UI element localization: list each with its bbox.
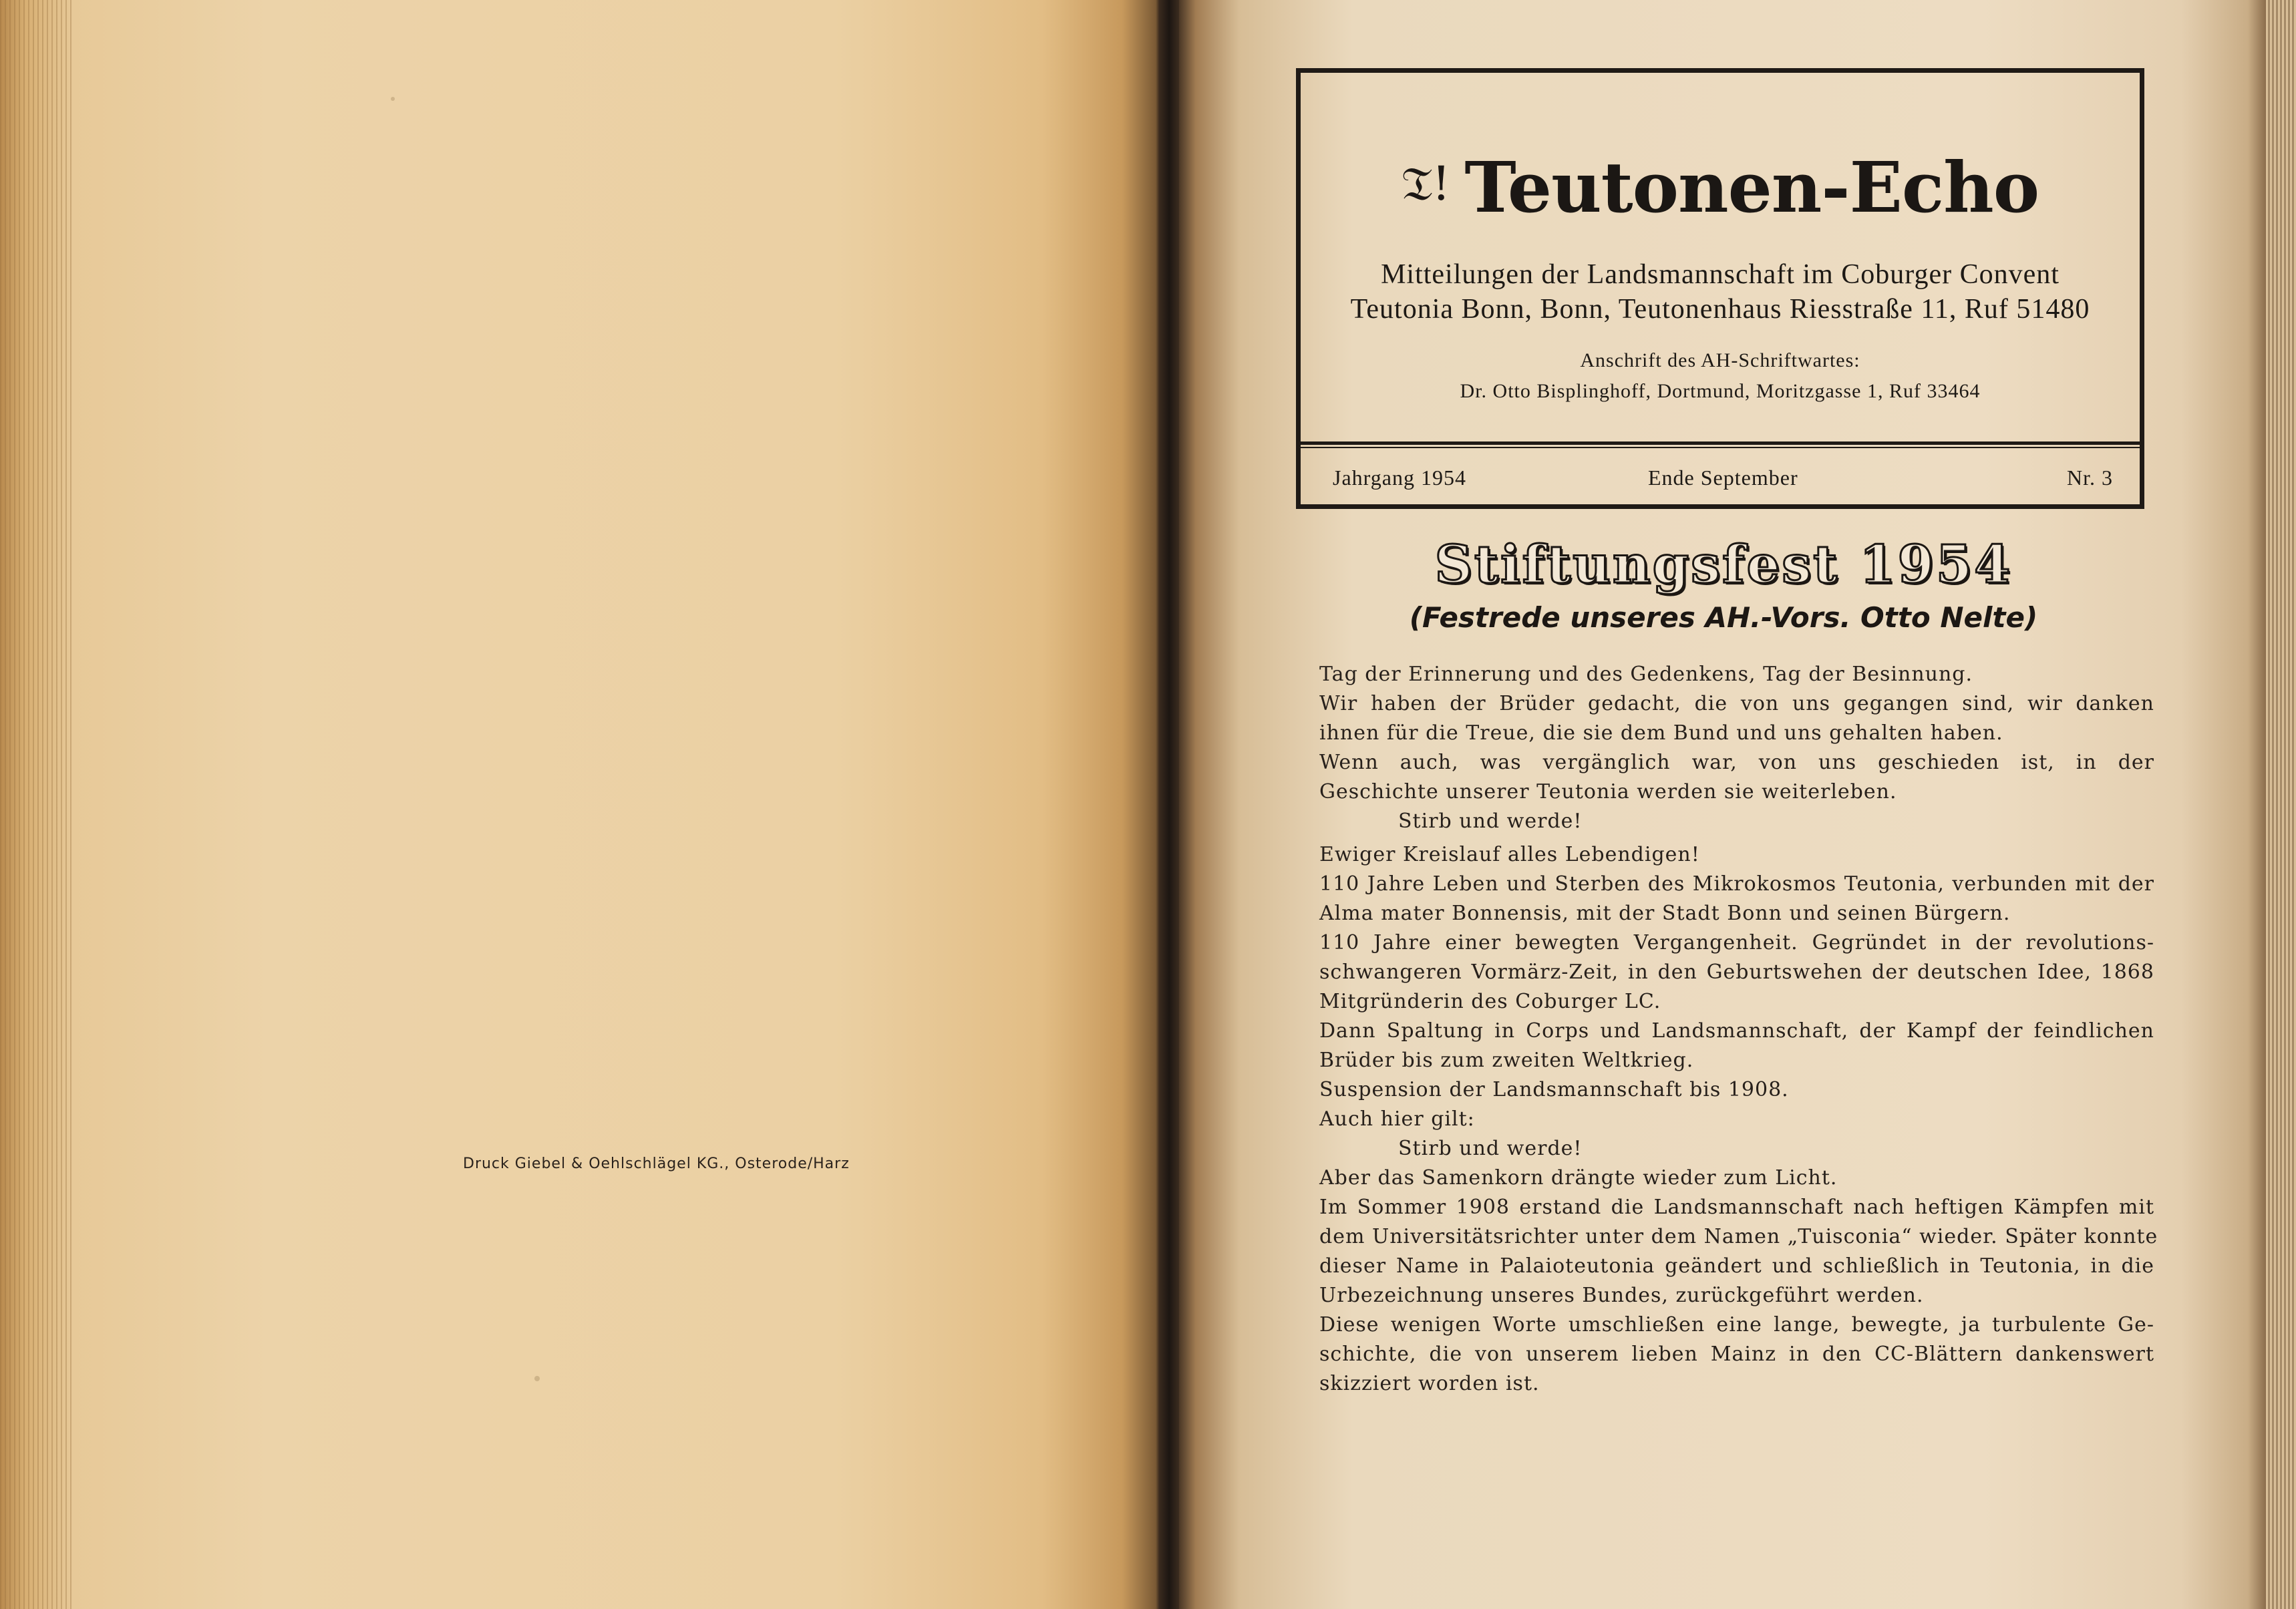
article-line: Im Sommer 1908 erstand die Landsmannschaft nach heftigen Kämpfen mit: [1319, 1196, 2154, 1219]
page-edges-right: [2266, 0, 2296, 1609]
article-line: Aber das Samenkorn drängte wieder zum Licht.: [1319, 1166, 1838, 1190]
printer-imprint: Druck Giebel & Oehlschlägel KG., Osterode/Harz: [463, 1155, 850, 1172]
masthead-box: [1296, 68, 2144, 509]
article-line: Auch hier gilt:: [1319, 1107, 1475, 1131]
article-line: 110 Jahre Leben und Sterben des Mikrokosmos Teutonia, verbunden mit der: [1319, 872, 2154, 896]
article-line: Suspension der Landsmannschaft bis 1908.: [1319, 1078, 1789, 1101]
paper-speck: [391, 97, 395, 101]
article-subtitle: (Festrede unseres AH.-Vors. Otto Nelte): [1409, 601, 2038, 634]
article-line: Mitgründerin des Coburger LC.: [1319, 990, 1661, 1013]
issue-number: Nr. 3: [2067, 466, 2113, 490]
article-line: Stirb und werde!: [1398, 810, 1583, 833]
article-line: 110 Jahre einer bewegten Vergangenheit. Gegründet in der revolutions-: [1319, 931, 2154, 954]
article-line: Stirb und werde!: [1398, 1137, 1583, 1160]
article-line: Wenn auch, was vergänglich war, von uns geschieden ist, in der: [1319, 751, 2154, 774]
article-line: ihnen für die Treue, die sie dem Bund und uns gehalten haben.: [1319, 721, 2003, 745]
issue-date: Ende September: [1648, 466, 1798, 490]
article-line: Brüder bis zum zweiten Weltkrieg.: [1319, 1049, 1694, 1072]
article-line: dieser Name in Palaioteutonia geändert und schließlich in Teutonia, in die: [1319, 1254, 2154, 1278]
article-line: Dann Spaltung in Corps und Landsmannschaft, der Kampf der feindlichen: [1319, 1019, 2154, 1043]
paper-speck: [534, 1376, 540, 1381]
editor-address: Dr. Otto Bisplinghoff, Dortmund, Moritzgasse 1, Ruf 33464: [1460, 380, 1981, 402]
article-title: Stiftungsfest 1954: [1434, 534, 2013, 595]
cirkel-monogram-icon: 𝔗!: [1401, 156, 1450, 211]
masthead-subtitle-1: Mitteilungen der Landsmannschaft im Coburger Convent: [1381, 259, 2060, 290]
address-label: Anschrift des AH-Schriftwartes:: [1580, 349, 1860, 371]
article-line: Tag der Erinnerung und des Gedenkens, Tag der Besinnung.: [1319, 663, 1973, 686]
article-line: Wir haben der Brüder gedacht, die von uns gegangen sind, wir danken: [1319, 692, 2154, 715]
masthead-inner: [1301, 73, 2140, 447]
newsletter-title: [1301, 146, 2140, 228]
masthead-subtitle-2: Teutonia Bonn, Bonn, Teutonenhaus Riesstraße 11, Ruf 51480: [1350, 294, 2090, 325]
article-line: Ewiger Kreislauf alles Lebendigen!: [1319, 843, 1700, 866]
masthead-rule: [1301, 441, 2140, 448]
book-gutter: [1159, 0, 1179, 1609]
page-edges-left: [0, 0, 73, 1609]
newsletter-title-text: Teutonen-Echo: [1464, 146, 2039, 228]
article-line: Geschichte unserer Teutonia werden sie weiterleben.: [1319, 780, 1897, 803]
article-line: schichte, die von unserem lieben Mainz in den CC-Blättern dankenswert: [1319, 1343, 2154, 1366]
article-line: Alma mater Bonnensis, mit der Stadt Bonn und seinen Bürgern.: [1319, 902, 2011, 925]
volume-label: Jahrgang 1954: [1333, 466, 1466, 490]
article-line: Diese wenigen Worte umschließen eine lange, bewegte, ja turbulente Ge-: [1319, 1313, 2154, 1336]
article-line: dem Universitätsrichter unter dem Namen „Tuisconia“ wieder. Später konnte: [1319, 1225, 2158, 1248]
article-line: skizziert worden ist.: [1319, 1372, 1540, 1395]
article-line: Urbezeichnung unseres Bundes, zurückgeführt werden.: [1319, 1284, 1924, 1307]
article-line: schwangeren Vormärz-Zeit, in den Geburtswehen der deutschen Idee, 1868: [1319, 960, 2154, 984]
